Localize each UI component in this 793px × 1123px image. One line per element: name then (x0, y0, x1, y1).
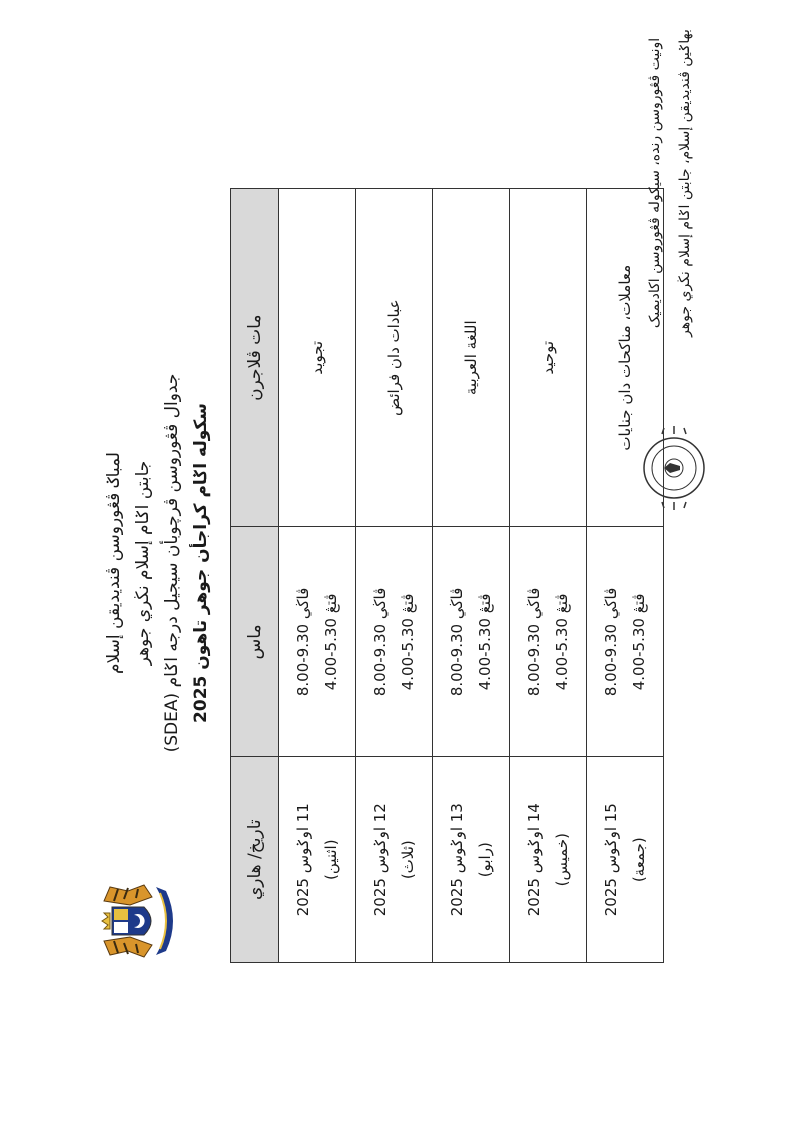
signature-block (640, 3, 700, 363)
exam-schedule-table (230, 188, 664, 963)
header-agency: جابتن اݢام إسلام نڬري جوهر (133, 460, 153, 666)
date-cell: 11 اوݢوس 2025 (اثنين) (279, 757, 356, 963)
subject-cell: اللغة العربية (433, 189, 510, 527)
signature-department: بهاݢين ڤنديديقن إسلام، جابتن اݢام إسلام نڬري جوهر (677, 29, 693, 337)
table-row (510, 189, 587, 963)
date-cell: 14 اوݢوس 2025 (خميس) (510, 757, 587, 963)
header-department: لمباݢ ڤڠوروسن ڤنديديقن إسلام (104, 452, 124, 674)
column-header-subject: مات ڤلاجرن (231, 189, 279, 527)
table-header-row (231, 189, 279, 963)
signature-unit: اونيت ڤڠوروسن رنده، سيکوله ڤڠوروسن اکاديميک (647, 37, 663, 329)
date-cell: 13 اوݢوس 2025 (رابو) (433, 757, 510, 963)
johor-crest-logo (100, 879, 176, 963)
header-title: جدوال ڤڠوروسن ڤرچوبأن سيجيل درجه اݢام (SDEA) (162, 373, 182, 753)
document-header (100, 343, 216, 783)
table-row (433, 189, 510, 963)
column-header-date: تاريخ/ هاري (231, 757, 279, 963)
table-row (356, 189, 433, 963)
subject-cell: معاملات، مناکحات دان جنايات (587, 189, 664, 527)
time-cell: ڤاڬي 8.00-9.30 ڤتڠ 4.00-5.30 (587, 527, 664, 757)
official-stamp (640, 408, 708, 528)
time-cell: ڤاڬي 8.00-9.30 ڤتڠ 4.00-5.30 (433, 527, 510, 757)
time-cell: ڤاڬي 8.00-9.30 ڤتڠ 4.00-5.30 (279, 527, 356, 757)
subject-cell: توحيد (510, 189, 587, 527)
table-row (279, 189, 356, 963)
subject-cell: تجويد (279, 189, 356, 527)
subject-cell: عبادات دان فرائض (356, 189, 433, 527)
date-cell: 15 اوݢوس 2025 (جمعة) (587, 757, 664, 963)
date-cell: 12 اوݢوس 2025 (ثلاث) (356, 757, 433, 963)
column-header-time: ماس (231, 527, 279, 757)
time-cell: ڤاڬي 8.00-9.30 ڤتڠ 4.00-5.30 (510, 527, 587, 757)
header-subtitle: سکوله اݢام کراجأن جوهر تاهون 2025 (191, 403, 211, 723)
time-cell: ڤاڬي 8.00-9.30 ڤتڠ 4.00-5.30 (356, 527, 433, 757)
